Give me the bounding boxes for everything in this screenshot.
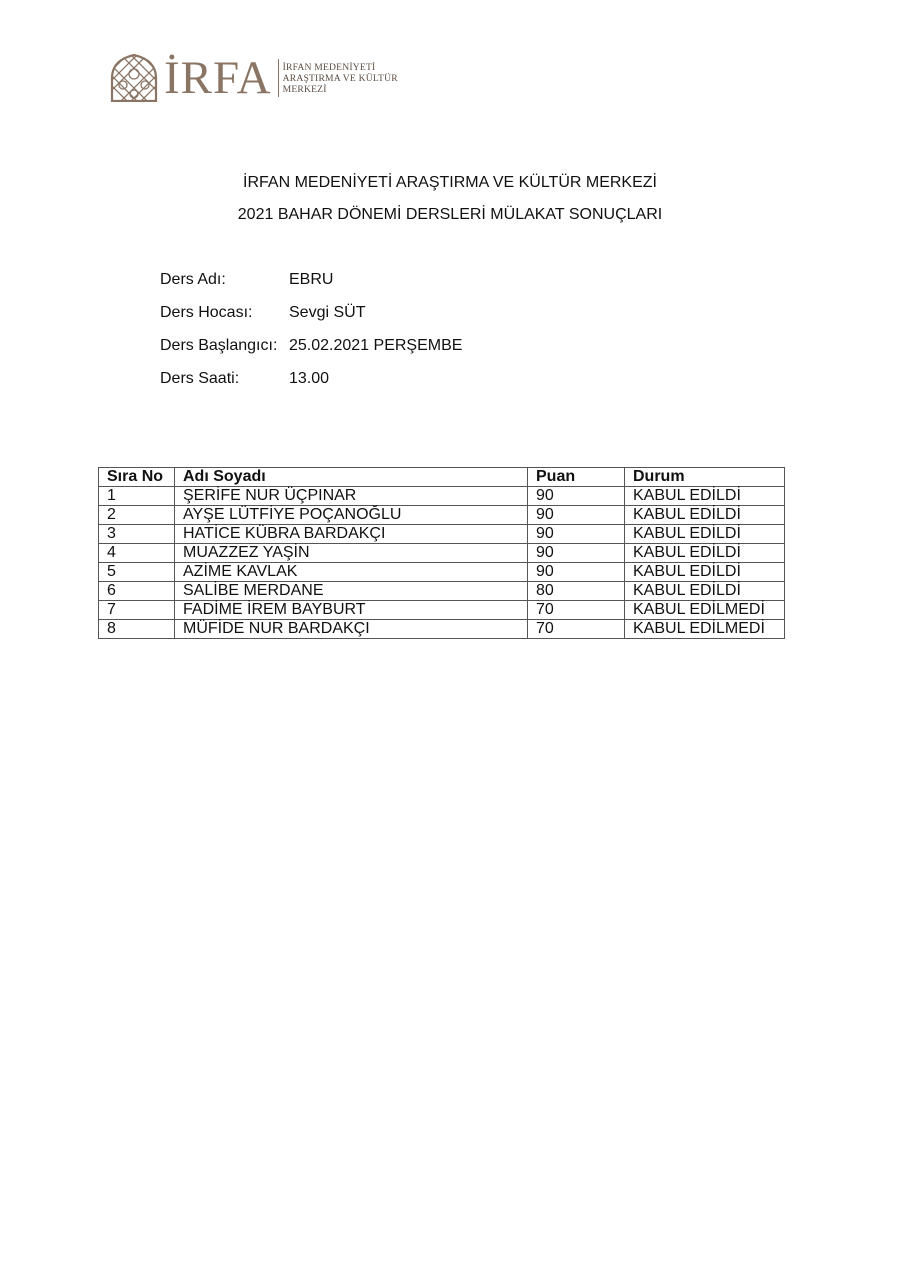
cell-order: 1 (99, 487, 175, 506)
info-value: 25.02.2021 PERŞEMBE (289, 337, 463, 354)
document-title: İRFAN MEDENİYETİ ARAŞTIRMA VE KÜLTÜR MERKEZİ (243, 174, 657, 191)
course-info (160, 271, 462, 403)
logo-subtitle-line: ARAŞTIRMA VE KÜLTÜR (282, 72, 398, 84)
cell-score: 90 (528, 506, 625, 525)
table-row (99, 601, 785, 620)
cell-name: ŞERİFE NUR ÜÇPINAR (175, 487, 528, 506)
table-row (99, 582, 785, 601)
table-row (99, 525, 785, 544)
cell-order: 8 (99, 620, 175, 639)
cell-name: HATİCE KÜBRA BARDAKÇI (175, 525, 528, 544)
logo (110, 53, 398, 103)
logo-wordmark: İRFA (164, 52, 272, 104)
logo-subtitle-line: İRFAN MEDENİYETİ (282, 61, 376, 73)
cell-score: 90 (528, 525, 625, 544)
cell-order: 4 (99, 544, 175, 563)
cell-status: KABUL EDİLDİ (625, 563, 785, 582)
cell-order: 6 (99, 582, 175, 601)
cell-status: KABUL EDİLDİ (625, 544, 785, 563)
cell-status: KABUL EDİLMEDİ (625, 620, 785, 639)
info-row-time (160, 370, 462, 403)
info-row-instructor (160, 304, 462, 337)
cell-status: KABUL EDİLDİ (625, 487, 785, 506)
cell-name: SALİBE MERDANE (175, 582, 528, 601)
cell-name: AYŞE LÜTFİYE POÇANOĞLU (175, 506, 528, 525)
column-header-name: Adı Soyadı (175, 468, 528, 487)
table-row (99, 620, 785, 639)
info-label: Ders Hocası: (160, 304, 253, 321)
info-value: EBRU (289, 271, 334, 288)
cell-score: 90 (528, 563, 625, 582)
info-label: Ders Başlangıcı: (160, 337, 278, 354)
info-label: Ders Saati: (160, 370, 240, 387)
cell-status: KABUL EDİLDİ (625, 582, 785, 601)
info-row-start-date (160, 337, 462, 370)
cell-score: 70 (528, 601, 625, 620)
info-row-course-name (160, 271, 462, 304)
cell-status: KABUL EDİLDİ (625, 506, 785, 525)
cell-order: 3 (99, 525, 175, 544)
logo-divider (278, 59, 279, 97)
info-value: 13.00 (289, 370, 330, 387)
cell-score: 90 (528, 487, 625, 506)
logo-subtitle (283, 62, 398, 95)
info-value: Sevgi SÜT (289, 304, 366, 321)
table-row (99, 487, 785, 506)
cell-name: AZİME KAVLAK (175, 563, 528, 582)
cell-score: 80 (528, 582, 625, 601)
cell-order: 2 (99, 506, 175, 525)
logo-subtitle-line: MERKEZİ (282, 83, 327, 95)
cell-order: 7 (99, 601, 175, 620)
table-row (99, 544, 785, 563)
cell-name: MÜFİDE NUR BARDAKÇI (175, 620, 528, 639)
results-table (98, 467, 785, 639)
table-row (99, 563, 785, 582)
cell-name: MUAZZEZ YAŞİN (175, 544, 528, 563)
arch-lattice-icon (110, 54, 158, 102)
column-header-score: Puan (528, 468, 625, 487)
column-header-order: Sıra No (99, 468, 175, 487)
cell-status: KABUL EDİLDİ (625, 525, 785, 544)
cell-order: 5 (99, 563, 175, 582)
column-header-status: Durum (625, 468, 785, 487)
cell-status: KABUL EDİLMEDİ (625, 601, 785, 620)
cell-name: FADİME İREM BAYBURT (175, 601, 528, 620)
info-label: Ders Adı: (160, 271, 226, 288)
cell-score: 90 (528, 544, 625, 563)
document-subtitle: 2021 BAHAR DÖNEMİ DERSLERİ MÜLAKAT SONUÇLARI (237, 206, 663, 223)
table-row (99, 506, 785, 525)
table-header-row (99, 468, 785, 487)
cell-score: 70 (528, 620, 625, 639)
